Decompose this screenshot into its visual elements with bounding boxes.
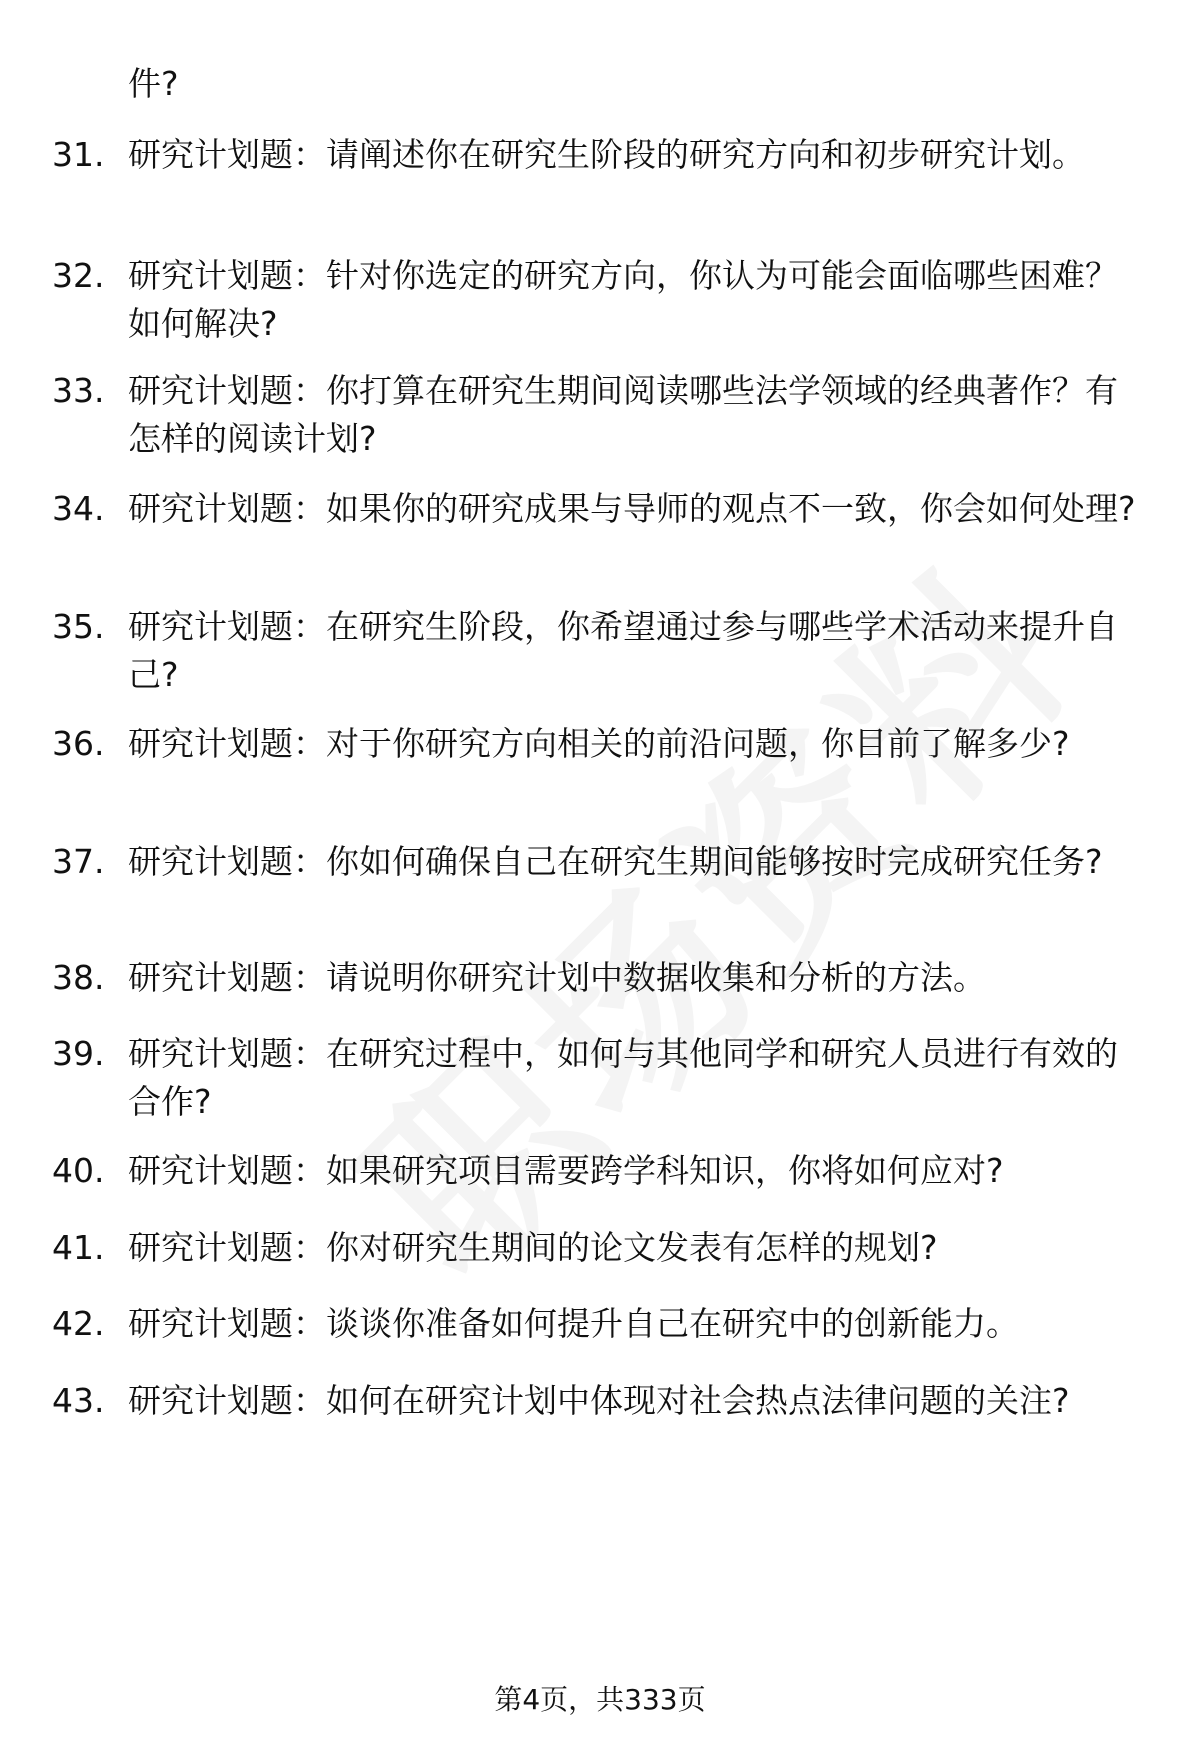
item-number: 34. bbox=[52, 489, 105, 528]
item-number: 41. bbox=[52, 1228, 105, 1267]
item-number: 38. bbox=[52, 958, 105, 997]
item-number: 39. bbox=[52, 1034, 105, 1073]
item-text: 研究计划题：请阐述你在研究生阶段的研究方向和初步研究计划。 bbox=[128, 135, 1085, 174]
item-number: 31. bbox=[52, 135, 105, 174]
item-text: 研究计划题：针对你选定的研究方向，你认为可能会面临哪些困难？如何解决? bbox=[128, 256, 1118, 343]
item-number: 42. bbox=[52, 1304, 105, 1343]
item-text: 研究计划题：如果你的研究成果与导师的观点不一致，你会如何处理? bbox=[128, 489, 1136, 528]
item-text: 研究计划题：你对研究生期间的论文发表有怎样的规划? bbox=[128, 1228, 938, 1267]
item-number: 33. bbox=[52, 371, 105, 410]
item-text: 研究计划题：你打算在研究生期间阅读哪些法学领域的经典著作？有怎样的阅读计划? bbox=[128, 371, 1118, 458]
item-number: 35. bbox=[52, 607, 105, 646]
item-number: 37. bbox=[52, 842, 105, 881]
item-text: 研究计划题：在研究过程中，如何与其他同学和研究人员进行有效的合作? bbox=[128, 1034, 1118, 1121]
item-text: 研究计划题：在研究生阶段，你希望通过参与哪些学术活动来提升自己? bbox=[128, 607, 1118, 694]
item-number: 43. bbox=[52, 1381, 105, 1420]
item-text: 研究计划题：如何在研究计划中体现对社会热点法律问题的关注? bbox=[128, 1381, 1070, 1420]
item-text: 研究计划题：对于你研究方向相关的前沿问题，你目前了解多少? bbox=[128, 724, 1070, 763]
item-number: 32. bbox=[52, 256, 105, 295]
item-text: 研究计划题：你如何确保自己在研究生期间能够按时完成研究任务? bbox=[128, 842, 1103, 881]
item-text: 研究计划题：如果研究项目需要跨学科知识，你将如何应对? bbox=[128, 1151, 1004, 1190]
continuation-text: 件? bbox=[128, 64, 179, 103]
item-number: 36. bbox=[52, 724, 105, 763]
item-text: 研究计划题：请说明你研究计划中数据收集和分析的方法。 bbox=[128, 958, 986, 997]
item-number: 40. bbox=[52, 1151, 105, 1190]
page-footer: 第4页，共333页 bbox=[494, 1683, 706, 1716]
item-text: 研究计划题：谈谈你准备如何提升自己在研究中的创新能力。 bbox=[128, 1304, 1019, 1343]
